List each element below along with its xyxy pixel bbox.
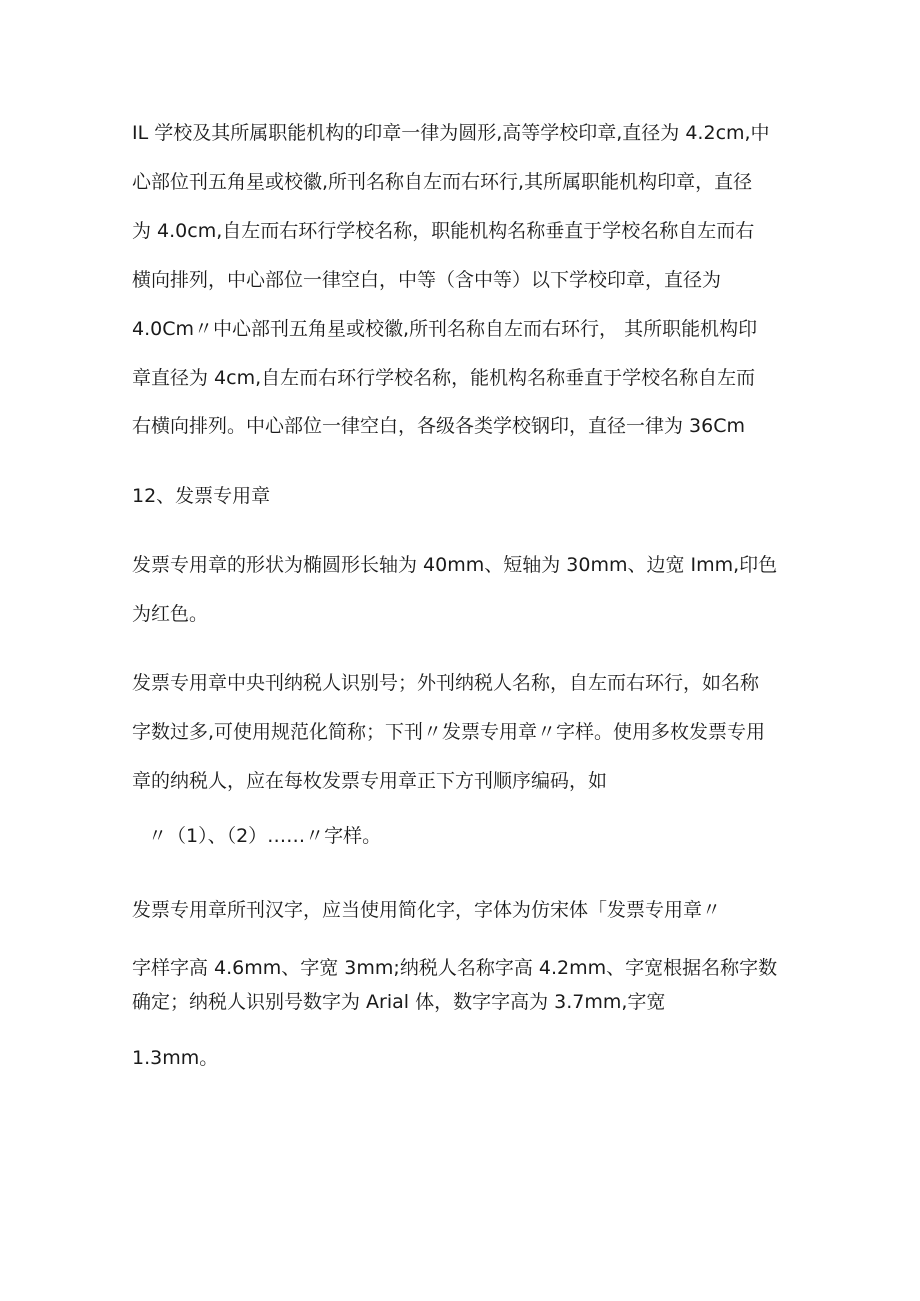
section-heading: 12、发票专用章 [132, 485, 271, 507]
paragraph-line: 发票专用章所刊汉字，应当使用简化字，字体为仿宋体「发票专用章〃 [132, 899, 722, 921]
paragraph-line: 1.3mm。 [132, 1047, 219, 1069]
paragraph-line: 字数过多,可使用规范化简称；下刊〃发票专用章〃字样。使用多枚发票专用 [132, 721, 766, 743]
paragraph-line: 为红色。 [132, 603, 209, 625]
paragraph-line: IL 学校及其所属职能机构的印章一律为圆形,高等学校印章,直径为 4.2cm,中 [132, 122, 770, 144]
paragraph-line: 发票专用章中央刊纳税人识别号；外刊纳税人名称，自左而右环行，如名称 [132, 672, 760, 694]
paragraph-line: 〃（1）、（2）……〃字样。 [148, 825, 382, 847]
paragraph-line: 发票专用章的形状为椭圆形长轴为 40mm、短轴为 30mm、边宽 Imm,印色 [132, 554, 778, 576]
paragraph-line: 右横向排列。中心部位一律空白，各级各类学校钢印，直径一律为 36Cm [132, 415, 745, 437]
paragraph-line: 章直径为 4cm,自左而右环行学校名称，能机构名称垂直于学校名称自左而 [132, 367, 756, 389]
paragraph-line: 字样字高 4.6mm、字宽 3mm;纳税人名称字高 4.2mm、字宽根据名称字数 [132, 957, 778, 979]
paragraph-line: 心部位刊五角星或校徽,所刊名称自左而右环行,其所属职能机构印章，直径 [132, 171, 753, 193]
paragraph-line: 章的纳税人，应在每枚发票专用章正下方刊顺序编码，如 [132, 770, 608, 792]
paragraph-line: 为 4.0cm,自左而右环行学校名称，职能机构名称垂直于学校名称自左而右 [132, 220, 755, 242]
paragraph-line: 4.0Cm〃中心部刊五角星或校徽,所刊名称自左而右环行， 其所职能机构印 [132, 318, 758, 340]
paragraph-line: 确定；纳税人识别号数字为 Arial 体，数字字高为 3.7mm,字宽 [132, 991, 666, 1013]
paragraph-line: 横向排列，中心部位一律空白，中等（含中等）以下学校印章，直径为 [132, 269, 722, 291]
